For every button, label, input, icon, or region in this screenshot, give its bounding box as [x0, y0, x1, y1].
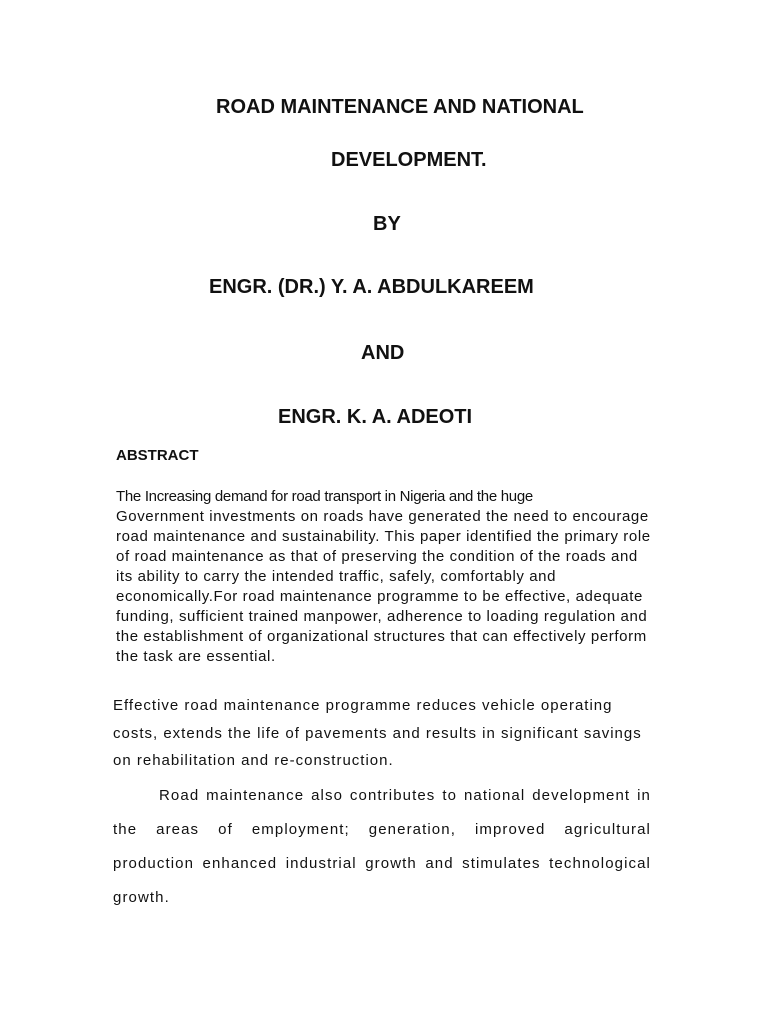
paragraph-2: Effective road maintenance programme reduces vehicle operating costs, extends the life of pavements and results in significant savings on rehabilitation and re-construction. [113, 697, 642, 769]
paragraph-3: Road maintenance also contributes to national development in the areas of employment; generation, improved agricultural production enhanced industrial growth and stimulates technological growth. [113, 787, 651, 906]
abstract-heading: ABSTRACT [116, 447, 199, 464]
author-2: ENGR. K. A. ADEOTI [278, 406, 473, 428]
abstract-first-line: The Increasing demand for road transport in Nigeria and the huge [116, 488, 533, 505]
by-label: BY [373, 213, 401, 235]
and-label: AND [361, 342, 405, 364]
abstract-text: Government investments on roads have generated the need to encourage road maintenance and sustainability. This paper identified the primary role of road maintenance as that of preserving the condition of the roads and its ability to carry the intended traffic, safely, comfortably and economically.For road maintenance programme to be effective, adequate funding, sufficient trained manpower, adherence to loading regulation and the establishment of organizational structures that can effectively perform the task are essential. [116, 508, 651, 665]
author-1: ENGR. (DR.) Y. A. ABDULKAREEM [209, 276, 534, 298]
abstract-body [116, 487, 656, 667]
title-line-2: DEVELOPMENT. [331, 149, 487, 171]
title-line-1: ROAD MAINTENANCE AND NATIONAL [216, 96, 584, 118]
